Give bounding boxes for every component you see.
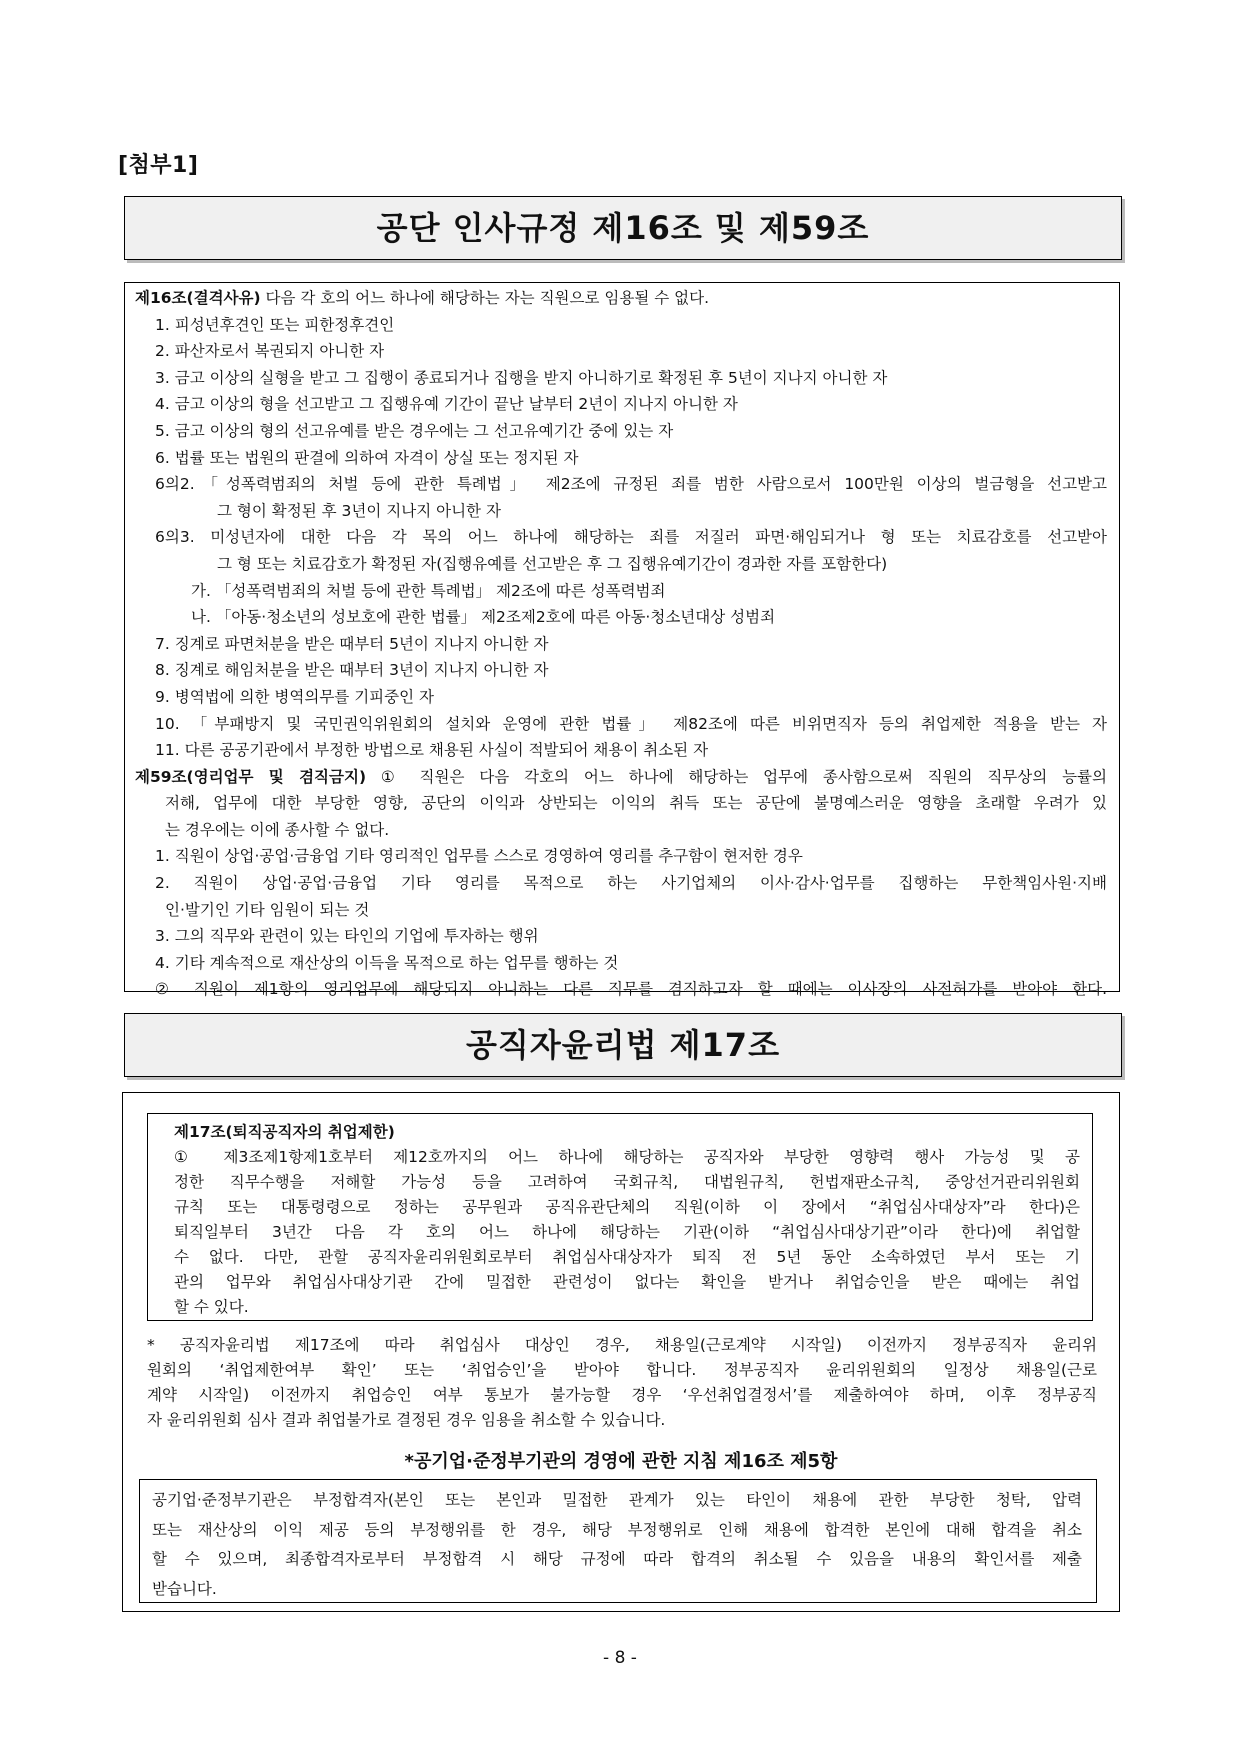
note-line: 자 윤리위원회 심사 결과 취업불가로 결정된 경우 임용을 취소할 수 있습니다. — [147, 1411, 666, 1429]
note-line: * 공직자윤리법 제17조에 따라 취업심사 대상인 경우, 채용일(근로계약 시작일) 이전까지 정부공직자 윤리위 — [147, 1336, 1097, 1354]
personnel-rules-box — [124, 282, 1120, 999]
article59-intro-cont: 저해, 업무에 대한 부당한 영향, 공단의 이익과 상반되는 이익의 취득 또는 공단에 불명예스러운 영향을 초래할 우려가 있 — [165, 794, 1107, 813]
article59-intro-line — [135, 764, 1107, 791]
guideline-line: 할 수 있으며, 최종합격자로부터 부정합격 시 해당 규정에 따라 합격의 취소될 수 있음을 내용의 확인서를 제출 — [152, 1550, 1082, 1568]
section-title-personnel-rules: 공단 인사규정 제16조 및 제59조 — [124, 196, 1122, 260]
article16-item: 6. 법률 또는 법원의 판결에 의하여 자격이 상실 또는 정지된 자 — [155, 448, 579, 467]
article16-item-6-3: 6의3. 미성년자에 대한 다음 각 목의 어느 하나에 해당하는 죄를 저질러 파면·해임되거나 형 또는 치료감호를 선고받아 — [155, 528, 1107, 547]
article16-item: 9. 병역법에 의한 병역의무를 기피중인 자 — [155, 687, 434, 706]
article59-intro-cont: 는 경우에는 이에 종사할 수 없다. — [165, 820, 390, 839]
article16-item: 1. 피성년후견인 또는 피한정후견인 — [155, 315, 395, 334]
article17-box — [147, 1113, 1093, 1321]
article16-item: 11. 다른 공공기관에서 부정한 방법으로 채용된 사실이 적발되어 채용이 취소된 자 — [155, 741, 709, 760]
article16-item: 4. 금고 이상의 형을 선고받고 그 집행유예 기간이 끝난 날부터 2년이 지나지 아니한 자 — [155, 395, 738, 414]
article17-line: 수 없다. 다만, 관할 공직자윤리위원회로부터 취업심사대상자가 퇴직 전 5년 동안 소속하였던 부서 또는 기 — [174, 1248, 1080, 1266]
article59-intro: ① 직원은 다음 각호의 어느 하나에 해당하는 업무에 종사함으로써 직원의 직무상의 능률의 — [366, 767, 1107, 786]
article17-line: 규칙 또는 대통령령으로 정하는 공무원과 공직유관단체의 직원(이하 이 장에서 “취업심사대상자”라 한다)은 — [174, 1198, 1080, 1216]
article16-item: 5. 금고 이상의 형의 선고유예를 받은 경우에는 그 선고유예기간 중에 있는 자 — [155, 421, 674, 440]
article16-item-6-3-cont: 그 형 또는 치료감호가 확정된 자(집행유예를 선고받은 후 그 집행유예기간이 경과한 자를 포함한다) — [217, 554, 888, 573]
article17-line: 퇴직일부터 3년간 다음 각 호의 어느 하나에 해당하는 기관(이하 “취업심사대상기관”이라 한다)에 취업할 — [174, 1223, 1080, 1241]
article59-heading: 제59조(영리업무 및 겸직금지) — [135, 767, 367, 786]
article16-item: 3. 금고 이상의 실형을 받고 그 집행이 종료되거나 집행을 받지 아니하기로 확정된 후 5년이 지나지 아니한 자 — [155, 368, 888, 387]
section-title-ethics-act: 공직자윤리법 제17조 — [124, 1013, 1122, 1077]
article17-line: 정한 직무수행을 저해할 가능성 등을 고려하여 국회규칙, 대법원규칙, 헌법재판소규칙, 중앙선거관리위원회 — [174, 1173, 1080, 1191]
attachment-label: [첨부1] — [118, 153, 199, 178]
guideline-title: *공기업·준정부기관의 경영에 관한 지침 제16조 제5항 — [404, 1451, 838, 1472]
guideline-line: 또는 재산상의 이익 제공 등의 부정행위를 한 경우, 해당 부정행위로 인해 채용에 합격한 본인에 대해 합격을 취소 — [152, 1520, 1082, 1539]
guideline-box — [139, 1479, 1097, 1603]
article59-paragraph-2: ② 직원이 제1항의 영리업무에 해당되지 아니하는 다른 직무를 겸직하고자 할 때에는 이사장의 사전허가를 받아야 한다. — [155, 980, 1107, 999]
article59-item: 4. 기타 계속적으로 재산상의 이득을 목적으로 하는 업무를 행하는 것 — [155, 953, 619, 972]
article16-item-6-2: 6의2.「성폭력범죄의 처벌 등에 관한 특례법」 제2조에 규정된 죄를 범한 사람으로서 100만원 이상의 벌금형을 선고받고 — [155, 475, 1107, 494]
article17-line: 할 수 있다. — [174, 1298, 249, 1316]
article16-sub-ga: 가. 「성폭력범죄의 처벌 등에 관한 특례법」 제2조에 따른 성폭력범죄 — [191, 581, 666, 600]
article16-item: 10. 「부패방지 및 국민권익위원회의 설치와 운영에 관한 법률」 제82조에 따른 비위면직자 등의 취업제한 적용을 받는 자 — [155, 714, 1107, 733]
note-line: 원회의 ‘취업제한여부 확인’ 또는 ‘취업승인’을 받아야 합니다. 정부공직자 윤리위원회의 일정상 채용일(근로 — [147, 1361, 1097, 1379]
note-line: 계약 시작일) 이전까지 취업승인 여부 통보가 불가능할 경우 ‘우선취업결정서’를 제출하여야 하며, 이후 정부공직 — [147, 1386, 1097, 1404]
article59-item: 1. 직원이 상업·공업·금융업 기타 영리적인 업무를 스스로 경영하여 영리를 추구함이 현저한 경우 — [155, 847, 803, 866]
article16-item: 8. 징계로 해임처분을 받은 때부터 3년이 지나지 아니한 자 — [155, 661, 549, 680]
article59-item-cont: 인·발기인 기타 임원이 되는 것 — [165, 900, 370, 919]
guideline-line: 받습니다. — [152, 1579, 217, 1598]
guideline-line: 공기업·준정부기관은 부정합격자(본인 또는 본인과 밀접한 관계가 있는 타인이 채용에 관한 부당한 청탁, 압력 — [152, 1491, 1082, 1509]
article59-item: 2. 직원이 상업·공업·금융업 기타 영리를 목적으로 하는 사기업체의 이사·감사·업무를 집행하는 무한책임사원·지배 — [155, 874, 1107, 893]
employment-review-note — [147, 1333, 1097, 1433]
page-number: - 8 - — [603, 1648, 637, 1668]
article16-item-6-2-cont: 그 형이 확정된 후 3년이 지나지 아니한 자 — [217, 501, 501, 520]
article16-intro-line — [135, 285, 1107, 312]
article16-intro: 다음 각 호의 어느 하나에 해당하는 자는 직원으로 임용될 수 없다. — [260, 289, 710, 307]
article17-heading: 제17조(퇴직공직자의 취업제한) — [174, 1123, 395, 1141]
article59-item: 3. 그의 직무와 관련이 있는 타인의 기업에 투자하는 행위 — [155, 927, 539, 946]
article17-line: ① 제3조제1항제1호부터 제12호까지의 어느 하나에 해당하는 공직자와 부당한 영향력 행사 가능성 및 공 — [174, 1148, 1080, 1166]
article16-item: 7. 징계로 파면처분을 받은 때부터 5년이 지나지 아니한 자 — [155, 634, 549, 653]
article17-line: 관의 업무와 취업심사대상기관 간에 밀접한 관련성이 없다는 확인을 받거나 취업승인을 받은 때에는 취업 — [174, 1273, 1080, 1291]
article16-sub-na: 나. 「아동·청소년의 성보호에 관한 법률」 제2조제2호에 따른 아동·청소년대상 성범죄 — [191, 608, 776, 627]
ethics-act-box — [122, 1092, 1120, 1612]
article16-item: 2. 파산자로서 복권되지 아니한 자 — [155, 342, 385, 361]
article16-heading: 제16조(결격사유) — [135, 289, 261, 307]
